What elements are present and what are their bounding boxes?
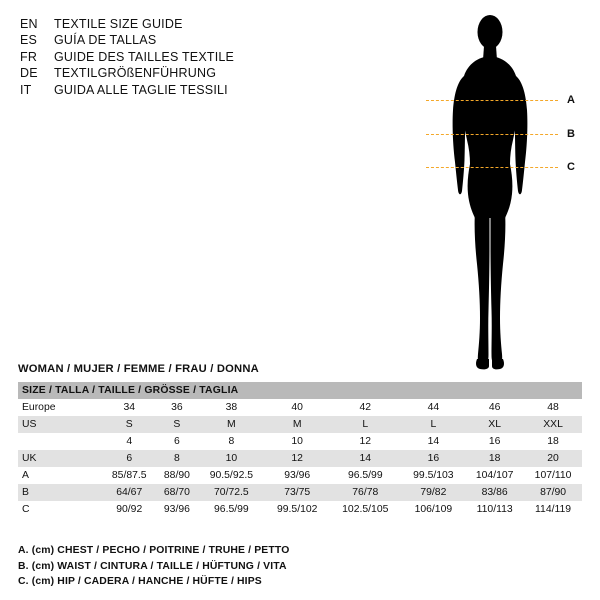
title-row-es [20, 32, 350, 48]
cell: 90/92 [102, 501, 156, 518]
cell: 20 [524, 450, 582, 467]
cell: 12 [329, 433, 402, 450]
table-row-b [18, 484, 582, 501]
cell: 102.5/105 [329, 501, 402, 518]
cell: 83/86 [465, 484, 524, 501]
table-header-row [18, 382, 582, 399]
table-row-c [18, 501, 582, 518]
cell: 96.5/99 [329, 467, 402, 484]
cell: 107/110 [524, 467, 582, 484]
cell: 73/75 [265, 484, 329, 501]
cell: 40 [265, 399, 329, 416]
cell: M [265, 416, 329, 433]
table-row-uk [18, 450, 582, 467]
table-row-us-numeric [18, 433, 582, 450]
row-label [18, 433, 102, 450]
title-lang-fr: FR [20, 49, 38, 64]
title-text-fr: GUIDE DES TAILLES TEXTILE [54, 49, 235, 64]
cell: 8 [197, 433, 265, 450]
cell: 90.5/92.5 [197, 467, 265, 484]
female-body-silhouette-icon [430, 6, 550, 376]
cell: 106/109 [402, 501, 466, 518]
cell: 93/96 [156, 501, 197, 518]
group-heading: WOMAN / MUJER / FEMME / FRAU / DONNA [18, 363, 259, 375]
cell: 18 [465, 450, 524, 467]
cell: 10 [265, 433, 329, 450]
cell: 85/87.5 [102, 467, 156, 484]
cell: M [197, 416, 265, 433]
title-lang-de: DE [20, 66, 38, 81]
title-text-en: TEXTILE SIZE GUIDE [54, 17, 183, 31]
cell: 93/96 [265, 467, 329, 484]
cell: 34 [102, 399, 156, 416]
legend-line-c: C. (cm) HIP / CADERA / HANCHE / HÜFTE / HIPS [18, 576, 262, 587]
cell: 6 [156, 433, 197, 450]
cell: 46 [465, 399, 524, 416]
title-lang-it: IT [20, 82, 32, 97]
size-table [18, 382, 582, 518]
cell: 6 [102, 450, 156, 467]
cell: L [329, 416, 402, 433]
cell: 44 [402, 399, 466, 416]
cell: 96.5/99 [197, 501, 265, 518]
cell: 8 [156, 450, 197, 467]
row-label: UK [18, 450, 102, 467]
cell: 42 [329, 399, 402, 416]
cell: 10 [197, 450, 265, 467]
row-label: US [18, 416, 102, 433]
title-text-it: GUIDA ALLE TAGLIE TESSILI [54, 82, 228, 97]
title-row-fr [20, 49, 350, 65]
cell: 14 [402, 433, 466, 450]
cell: 68/70 [156, 484, 197, 501]
figure-area [380, 6, 600, 376]
measure-line-c [426, 167, 558, 168]
measure-line-a [426, 100, 558, 101]
cell: XL [465, 416, 524, 433]
legend-line-b: B. (cm) WAIST / CINTURA / TAILLE / HÜFTUNG / VITA [18, 560, 287, 572]
cell: 4 [102, 433, 156, 450]
measure-line-b [426, 134, 558, 135]
legend-line-a: A. (cm) CHEST / PECHO / POITRINE / TRUHE / PETTO [18, 545, 290, 556]
cell: 87/90 [524, 484, 582, 501]
title-lang-es: ES [20, 33, 38, 48]
cell: 48 [524, 399, 582, 416]
cell: 99.5/103 [402, 467, 466, 484]
cell: L [402, 416, 466, 433]
table-row-us [18, 416, 582, 433]
row-label: A [18, 467, 102, 484]
title-row-it [20, 82, 350, 98]
title-text-es: GUÍA DE TALLAS [54, 33, 157, 48]
cell: S [156, 416, 197, 433]
measure-label-a: A [567, 94, 575, 106]
title-row-de [20, 65, 350, 81]
cell: S [102, 416, 156, 433]
cell: 79/82 [402, 484, 466, 501]
measure-label-b: B [567, 128, 575, 140]
table-header-label: SIZE / TALLA / TAILLE / GRÖSSE / TAGLIA [18, 382, 582, 399]
row-label: Europe [18, 399, 102, 416]
cell: 12 [265, 450, 329, 467]
cell: 88/90 [156, 467, 197, 484]
legend [18, 543, 289, 590]
title-block [20, 16, 350, 98]
cell: 104/107 [465, 467, 524, 484]
cell: XXL [524, 416, 582, 433]
title-row-en [20, 16, 350, 32]
cell: 16 [465, 433, 524, 450]
table-row-europe [18, 399, 582, 416]
cell: 18 [524, 433, 582, 450]
cell: 76/78 [329, 484, 402, 501]
cell: 38 [197, 399, 265, 416]
row-label: C [18, 501, 102, 518]
measure-label-c: C [567, 161, 575, 173]
table-row-a [18, 467, 582, 484]
cell: 16 [402, 450, 466, 467]
cell: 70/72.5 [197, 484, 265, 501]
title-lang-en: EN [20, 17, 38, 31]
title-text-de: TEXTILGRÖßENFÜHRUNG [54, 66, 217, 81]
cell: 14 [329, 450, 402, 467]
cell: 114/119 [524, 501, 582, 518]
cell: 110/113 [465, 501, 524, 518]
row-label: B [18, 484, 102, 501]
cell: 64/67 [102, 484, 156, 501]
cell: 99.5/102 [265, 501, 329, 518]
cell: 36 [156, 399, 197, 416]
